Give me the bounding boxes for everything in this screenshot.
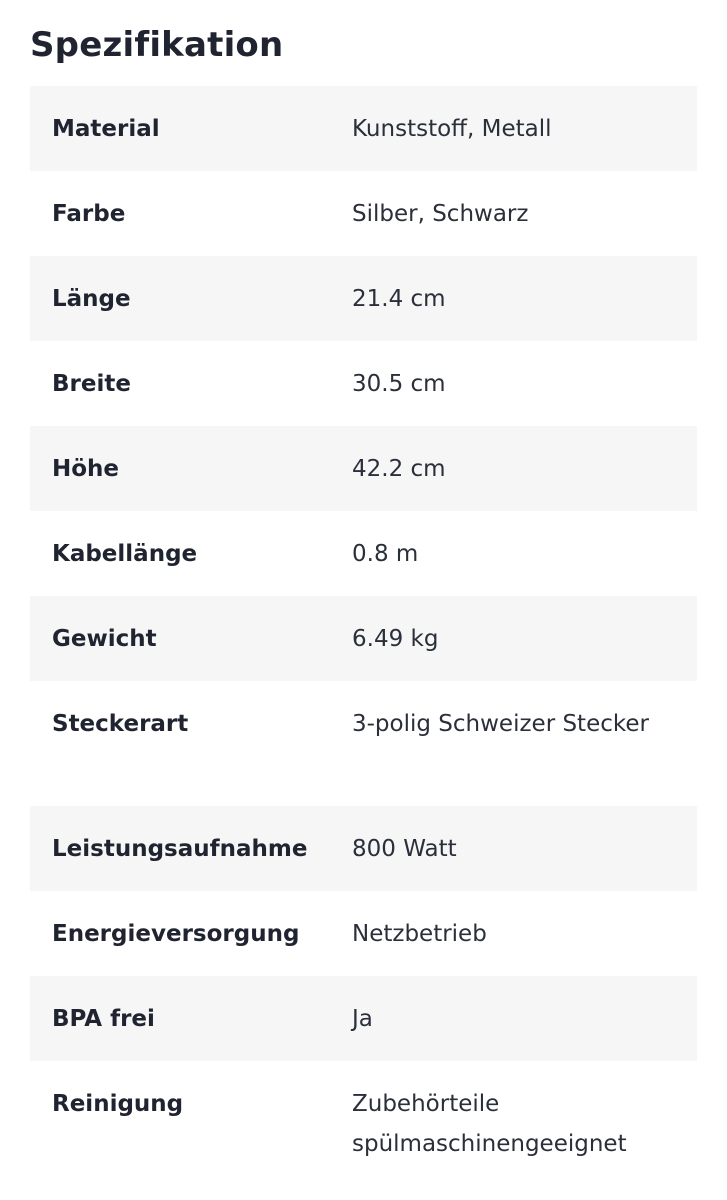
spec-row-kabellaenge <box>30 511 697 596</box>
spec-label: Steckerart <box>52 711 189 737</box>
spec-value: Zubehörteile spülmaschinengeeignet <box>352 1091 627 1157</box>
spec-row-gewicht <box>30 596 697 681</box>
spec-row-energieversorgung <box>30 891 697 976</box>
spec-row-farbe <box>30 171 697 256</box>
spec-row-steckerart <box>30 681 697 806</box>
spec-value: 0.8 m <box>352 541 419 567</box>
spec-value: 800 Watt <box>352 836 457 862</box>
spec-label: Farbe <box>52 201 126 227</box>
spec-row-reinigung <box>30 1061 697 1186</box>
spec-value: Kunststoff, Metall <box>352 116 552 142</box>
spec-label: Kabellänge <box>52 541 198 567</box>
spec-value: 3-polig Schweizer Stecker <box>352 711 649 737</box>
spec-label: Reinigung <box>52 1091 184 1117</box>
spec-value: 21.4 cm <box>352 286 446 312</box>
spec-label: Energieversorgung <box>52 921 300 947</box>
spec-table <box>30 86 697 1186</box>
spec-row-breite <box>30 341 697 426</box>
spec-row-hoehe <box>30 426 697 511</box>
spec-label: Breite <box>52 371 131 397</box>
spec-row-bpa-frei <box>30 976 697 1061</box>
spec-value: 6.49 kg <box>352 626 439 652</box>
spec-label: Material <box>52 116 160 142</box>
spec-row-laenge <box>30 256 697 341</box>
spec-value: Netzbetrieb <box>352 921 487 947</box>
spec-value: Silber, Schwarz <box>352 201 529 227</box>
spec-value: Ja <box>352 1006 373 1032</box>
spec-row-leistungsaufnahme <box>30 806 697 891</box>
spec-row-material <box>30 86 697 171</box>
spec-label: Länge <box>52 286 131 312</box>
spec-value: 42.2 cm <box>352 456 446 482</box>
spec-label: Höhe <box>52 456 120 482</box>
spec-value: 30.5 cm <box>352 371 446 397</box>
spec-label: BPA frei <box>52 1006 155 1032</box>
spec-label: Gewicht <box>52 626 157 652</box>
spec-label: Leistungsaufnahme <box>52 836 308 862</box>
section-title: Spezifikation <box>30 25 284 65</box>
